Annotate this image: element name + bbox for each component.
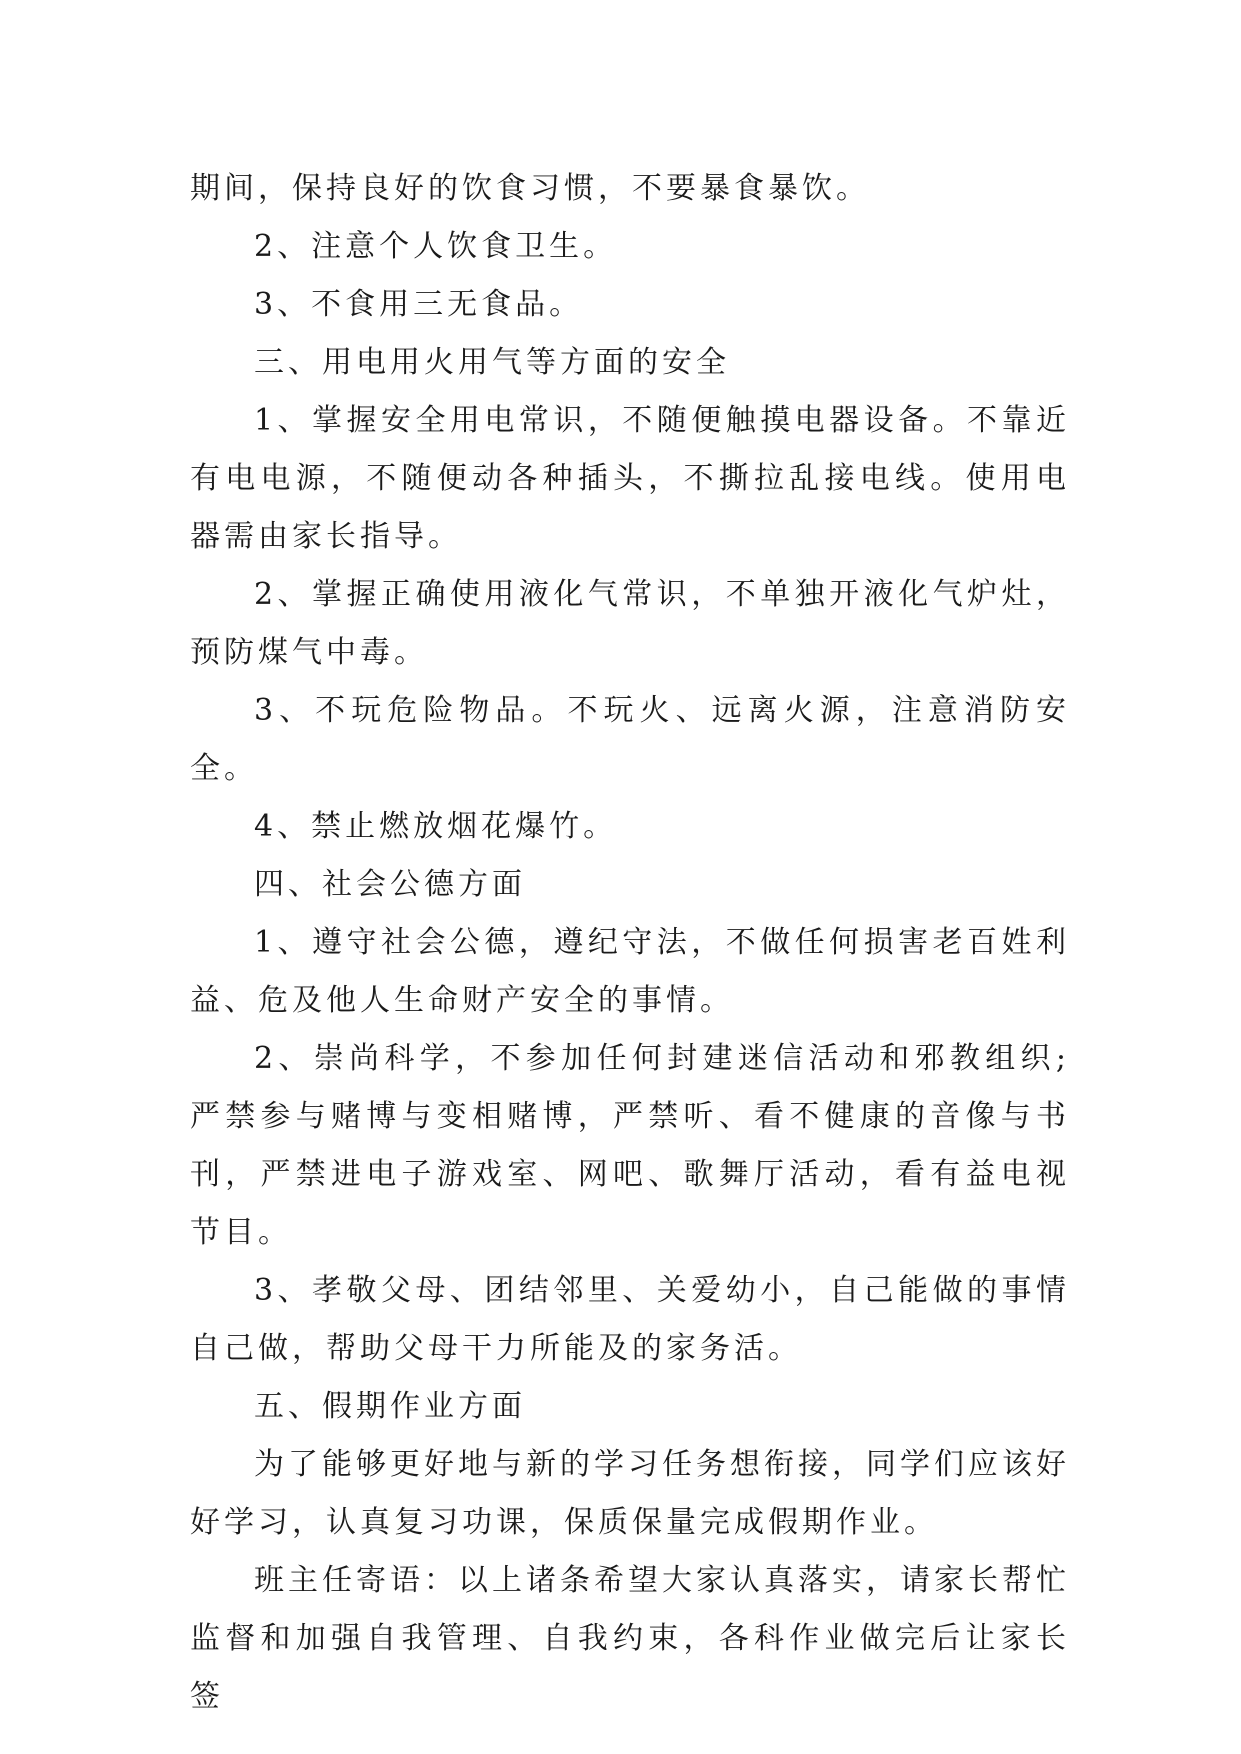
document-body [190, 160, 1070, 1726]
paragraph-12: 3、孝敬父母、团结邻里、关爱幼小，自己能做的事情自己做，帮助父母干力所能及的家务活。 [190, 1273, 1070, 1366]
paragraph-1: 期间，保持良好的饮食习惯，不要暴食暴饮。 [190, 171, 870, 206]
section-heading-5: 五、假期作业方面 [254, 1389, 526, 1424]
paragraph-11: 2、崇尚科学，不参加任何封建迷信活动和邪教组织;严禁参与赌博与变相赌博，严禁听、看不健康的音像与书刊，严禁进电子游戏室、网吧、歌舞厅活动，看有益电视节目。 [190, 1041, 1070, 1250]
paragraph-14: 为了能够更好地与新的学习任务想衔接，同学们应该好好学习，认真复习功课，保质保量完成假期作业。 [190, 1447, 1070, 1540]
paragraph-8: 4、禁止燃放烟花爆竹。 [254, 809, 618, 844]
paragraph-3: 3、不食用三无食品。 [254, 287, 584, 322]
paragraph-7: 3、不玩危险物品。不玩火、远离火源，注意消防安全。 [190, 693, 1070, 786]
paragraph-2: 2、注意个人饮食卫生。 [254, 229, 618, 264]
paragraph-10: 1、遵守社会公德，遵纪守法，不做任何损害老百姓利益、危及他人生命财产安全的事情。 [190, 925, 1070, 1018]
paragraph-5: 1、掌握安全用电常识，不随便触摸电器设备。不靠近有电电源，不随便动各种插头，不撕拉乱接电线。使用电器需由家长指导。 [190, 403, 1070, 554]
paragraph-6: 2、掌握正确使用液化气常识，不单独开液化气炉灶，预防煤气中毒。 [190, 577, 1070, 670]
section-heading-3: 三、用电用火用气等方面的安全 [254, 345, 730, 380]
paragraph-15: 班主任寄语：以上诸条希望大家认真落实，请家长帮忙监督和加强自我管理、自我约束，各科作业做完后让家长签 [190, 1563, 1070, 1714]
section-heading-4: 四、社会公德方面 [254, 867, 526, 902]
